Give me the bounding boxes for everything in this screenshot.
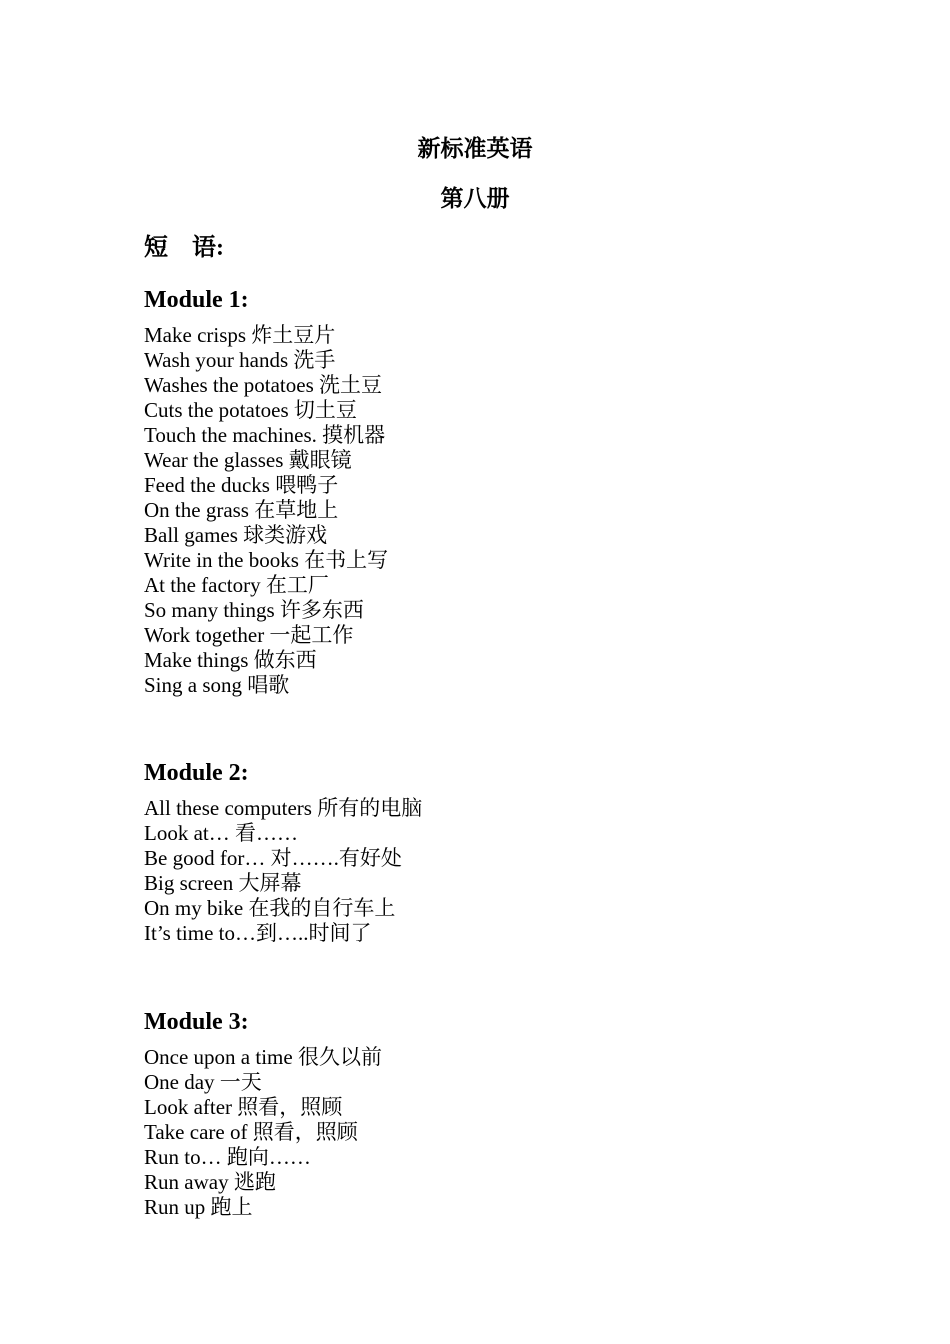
phrase-item: Once upon a time 很久以前	[144, 1045, 382, 1069]
phrase-item: Run away 逃跑	[144, 1170, 276, 1194]
phrase-item: Run up 跑上	[144, 1195, 253, 1219]
module-3-section	[144, 1007, 844, 1220]
phrase-item: All these computers 所有的电脑	[144, 796, 423, 820]
phrase-item: Look at… 看……	[144, 821, 298, 845]
phrase-item: Big screen 大屏幕	[144, 871, 302, 895]
phrase-item: Take care of 照看，照顾	[144, 1120, 358, 1144]
phrase-list	[144, 796, 844, 946]
document-title: 新标准英语	[417, 136, 533, 161]
phrase-item: On the grass 在草地上	[144, 498, 339, 522]
phrase-item: On my bike 在我的自行车上	[144, 896, 396, 920]
phrase-item: At the factory 在工厂	[144, 573, 329, 597]
module-heading: Module 2:	[144, 760, 249, 786]
phrase-list	[144, 1045, 844, 1220]
phrase-item: Write in the books 在书上写	[144, 548, 389, 572]
phrase-item: Make things 做东西	[144, 648, 317, 672]
phrase-item: So many things 许多东西	[144, 598, 364, 622]
phrase-item: Feed the ducks 喂鸭子	[144, 473, 339, 497]
module-2-section	[144, 758, 844, 946]
phrase-item: Be good for… 对…….有好处	[144, 846, 402, 870]
document-subtitle: 第八册	[440, 186, 510, 211]
phrase-item: Wear the glasses 戴眼镜	[144, 448, 352, 472]
phrase-item: Touch the machines. 摸机器	[144, 423, 386, 447]
phrase-item: Sing a song 唱歌	[144, 673, 290, 697]
phrase-item: Run to… 跑向……	[144, 1145, 311, 1169]
phrase-item: One day 一天	[144, 1070, 262, 1094]
phrase-item: It’s time to…到…..时间了	[144, 921, 372, 945]
phrase-item: Wash your hands 洗手	[144, 348, 336, 372]
module-1-section	[144, 285, 844, 698]
phrase-item: Washes the potatoes 洗土豆	[144, 373, 383, 397]
phrase-item: Ball games 球类游戏	[144, 523, 328, 547]
phrase-list	[144, 323, 844, 698]
phrase-item: Look after 照看，照顾	[144, 1095, 343, 1119]
module-heading: Module 1:	[144, 287, 249, 313]
section-label-phrases: 短 语:	[144, 235, 224, 261]
module-heading: Module 3:	[144, 1009, 249, 1035]
phrase-item: Make crisps 炸土豆片	[144, 323, 336, 347]
phrase-item: Work together 一起工作	[144, 623, 354, 647]
phrase-item: Cuts the potatoes 切土豆	[144, 398, 357, 422]
